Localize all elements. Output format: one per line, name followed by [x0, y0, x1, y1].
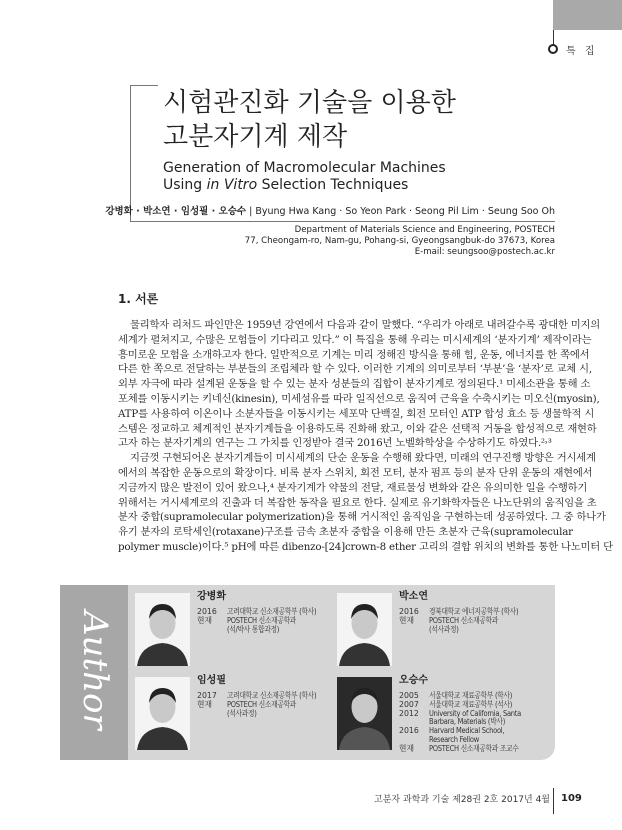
body-line: 물리학자 리처드 파인만은 1959년 강연에서 다음과 같이 말했다. “우리가 아래로 내려갈수록 광대한 미지의	[130, 319, 601, 331]
title-part: Using	[163, 177, 207, 193]
author-history-row	[197, 691, 331, 700]
body-line: 지금껏 구현되어온 분자기계들이 미시세계의 단순 운동을 수행해 왔다면, 미래의 연구진행 방향은 거시세계	[130, 452, 596, 465]
history-desc: POSTECH 신소재공학과 조교수	[429, 743, 519, 753]
affiliation-line: Department of Materials Science and Engineering, POSTECH	[294, 225, 555, 235]
author-name: 박소연	[399, 591, 428, 602]
author-history-row	[399, 709, 536, 718]
author-history-row	[399, 735, 487, 744]
history-desc: POSTECH 신소재공학과	[429, 615, 499, 625]
author-history-row	[197, 607, 331, 616]
journal-footer: 고분자 과학과 기술 제28권 2호 2017년 4월	[374, 795, 550, 805]
body-line: 분자 중합(supramolecular polymerization)을 통해 거시적인 움직임을 구현하는데 성공하였다. 그 중 하나가	[118, 511, 606, 524]
page-number: 109	[561, 793, 582, 804]
history-year: 2016	[399, 607, 419, 616]
author-photo	[135, 677, 190, 750]
author-history-row	[197, 616, 307, 625]
body-line: 에서의 복잡한 운동으로의 확장이다. 비록 분자 스위치, 회전 모터, 분자 펌프 등의 분자 단위 운동의 재현에서	[118, 467, 593, 479]
history-desc: POSTECH 신소재공학과	[227, 699, 297, 709]
history-desc: 서울대학교 재료공학부 (석사)	[429, 699, 513, 709]
authors-english: Byung Hwa Kang · So Yeon Park · Seong Pil Lim · Seung Soo Oh	[255, 206, 555, 217]
author-history-row	[399, 616, 509, 625]
author-history-row	[399, 700, 526, 709]
author-history-row	[197, 709, 261, 718]
author-photo	[337, 677, 392, 750]
title-korean-line: 시험관진화 기술을 이용한	[163, 88, 456, 118]
history-year: 현재	[399, 743, 415, 753]
body-line: 지금까지 많은 발전이 있어 왔으나,⁴ 분자기계가 약물의 전달, 재료물성 변화와 같은 유의미한 일을 수행하기	[118, 481, 588, 494]
history-year: 2007	[399, 699, 419, 709]
history-year: 2017	[197, 691, 217, 700]
affiliation	[245, 225, 555, 258]
body-line: 흥미로운 모험을 소개하고자 한다. 일반적으로 기계는 미리 정해진 방식을 통해 힘, 운동, 에너지를 한 쪽에서	[118, 348, 590, 361]
author-name: 오승수	[399, 675, 428, 686]
affiliation-line: 77, Cheongam-ro, Nam-gu, Pohang-si, Gyeongsangbuk-do 37673, Korea	[244, 236, 555, 246]
history-desc: 고려대학교 신소재공학부 (학사)	[227, 691, 317, 700]
body-line: 스템은 정교하고 체계적인 분자기계들을 이용하도록 진화해 왔고, 이와 같은 선택적 거동을 합성적으로 재현하	[118, 422, 597, 435]
body-line: 외부 자극에 따라 설계된 운동을 할 수 있는 분자 성분들의 집합이 분자기계로 정의된다.¹ 미세소관을 통해 소	[118, 378, 591, 391]
author-history-row	[197, 700, 307, 709]
history-year: 2012	[399, 708, 419, 718]
history-year: 현재	[197, 615, 213, 625]
author-history-row	[197, 625, 288, 634]
author-history-row	[399, 744, 533, 753]
body-line: 세계가 펼쳐지고, 수많은 모험들이 기다리고 있다.” 이 특집을 통해 우리는 미시세계의 ‘분자기계’ 제작이라는	[118, 333, 592, 346]
author-history-row	[399, 691, 526, 700]
author-label: Author	[75, 610, 115, 730]
history-desc: (석사과정)	[227, 708, 257, 718]
body-line: polymer muscle)이다.⁵ pH에 따른 dibenzo-[24]crown-8 ether 고리의 결합 위치의 변화를 통한 나노미터 단	[118, 541, 613, 553]
title-korean	[163, 86, 456, 154]
body-line: 유기 분자의 로탁세인(rotaxane)구조를 금속 초분자 중합을 이용해 만든 초분자 근육(supramolecular	[118, 526, 573, 539]
history-year: 2005	[399, 691, 419, 700]
divider	[553, 788, 554, 814]
body-line: 다른 한 쪽으로 전달하는 부분들의 조립체라 할 수 있다. 이러한 기계의 의미로부터 ‘부분’을 ‘분자’로 교체 시,	[118, 363, 592, 376]
author-name: 강병화	[197, 591, 226, 602]
section-heading: 1. 서론	[118, 292, 159, 306]
history-year: 현재	[399, 615, 415, 625]
title-korean-line: 고분자기계 제작	[163, 122, 348, 152]
separator: |	[246, 206, 256, 217]
body-line: 고자 하는 분자기계의 연구는 그 가치를 인정받아 결국 2016년 노벨화학상을 수상하기도 하였다.²˒³	[118, 437, 552, 450]
author-history-row	[399, 717, 517, 726]
author-history-row	[399, 625, 463, 634]
body-line: ATP를 사용하여 이온이나 소분자들을 이동시키는 세포막 단백질, 회전 모터인 ATP 합성 효소 등 생물학적 시	[118, 407, 595, 420]
history-year: 2016	[399, 726, 419, 736]
author-photo	[337, 593, 392, 666]
title-english-line: Generation of Macromolecular Machines	[163, 160, 446, 176]
email: E-mail: seungsoo@postech.ac.kr	[414, 247, 555, 257]
history-desc: (석/박사 통합과정)	[227, 624, 280, 634]
history-desc: POSTECH 신소재공학과	[227, 615, 297, 625]
divider	[553, 30, 554, 45]
authors-korean: 강병화 · 박소연 · 임성필 · 오승수	[105, 206, 247, 217]
history-desc: 고려대학교 신소재공학부 (학사)	[227, 607, 317, 616]
history-desc: (석사과정)	[429, 624, 459, 634]
history-desc: University of California, Santa	[429, 708, 522, 718]
author-history-row	[399, 726, 517, 735]
author-history-row	[399, 607, 533, 616]
history-desc: Harvard Medical School,	[429, 726, 505, 736]
section-tag: 특 집	[566, 46, 598, 57]
body-line: 위해서는 거시세계로의 진출과 더 복잡한 동작을 필요로 한다. 실제로 유기화학자들은 나노단위의 움직임을 초	[118, 496, 597, 509]
author-name: 임성필	[197, 675, 226, 686]
title-part: Selection Techniques	[257, 177, 409, 193]
byline	[105, 206, 555, 218]
history-year: 현재	[197, 699, 213, 709]
history-desc: Research Fellow	[429, 735, 479, 744]
author-photo	[135, 593, 190, 666]
corner-tab	[553, 0, 622, 30]
history-desc: 서울대학교 재료공학부 (학사)	[429, 691, 513, 700]
title-bracket-top	[130, 85, 158, 86]
body-line: 포체를 이동시키는 키네신(kinesin), 미세섬유를 따라 일직선으로 움직여 근육을 수축시키는 미오신(myosin),	[118, 393, 600, 405]
circle-bullet-icon	[548, 44, 558, 54]
title-english	[163, 160, 446, 194]
history-year: 2016	[197, 607, 217, 616]
title-english-line	[163, 177, 446, 194]
title-italic: in Vitro	[206, 177, 258, 193]
history-desc: Barbara, Materials (박사)	[429, 717, 506, 727]
history-desc: 경북대학교 에너지공학부 (학사)	[429, 607, 519, 616]
